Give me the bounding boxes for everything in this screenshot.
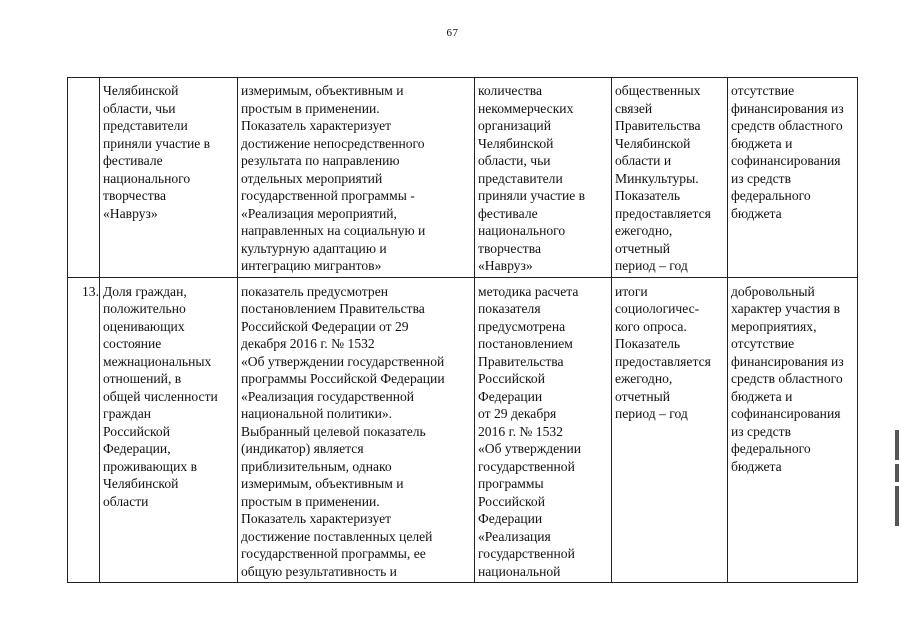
justification-cell: измеримым, объективным и простым в применении. Показатель характеризует достижение непосредственного результата по направлению отдельных мероприятий государственной программы - «Реализация мероприятий, направленных на социальную и культурную адаптацию и интеграцию мигрантов» (238, 78, 475, 278)
row-number-cell: 13. (68, 277, 100, 583)
table-row (68, 277, 858, 583)
risks-cell: добровольный характер участия в мероприятиях, отсутствие финансирования из средств областного бюджета и софинансирования из средств федерального бюджета (728, 277, 858, 583)
justification-cell: показатель предусмотрен постановлением Правительства Российской Федерации от 29 декабря 2016 г. № 1532 «Об утверждении государственной программы Российской Федерации «Реализация государственной национальной политики». Выбранный целевой показатель (индикатор) является приблизительным, однако измеримым, объективным и простым в применении. Показатель характеризует достижение поставленных целей государственной программы, ее общую результативность и (238, 277, 475, 583)
row-number-cell (68, 78, 100, 278)
indicator-name-cell: Доля граждан, положительно оценивающих состояние межнациональных отношений, в общей численности граждан Российской Федерации, проживающих в Челябинской области (100, 277, 238, 583)
table-row (68, 78, 858, 278)
indicators-table (67, 77, 858, 583)
scan-edge-mark (895, 430, 899, 540)
indicator-name-cell: Челябинской области, чьи представители приняли участие в фестивале национального творчества «Навруз» (100, 78, 238, 278)
data-source-cell: общественных связей Правительства Челябинской области и Минкультуры. Показатель предоставляется ежегодно, отчетный период – год (612, 78, 728, 278)
page-number: 67 (446, 27, 459, 39)
data-source-cell: итоги социологичес- кого опроса. Показатель предоставляется ежегодно, отчетный период – год (612, 277, 728, 583)
methodology-cell: методика расчета показателя предусмотрена постановлением Правительства Российской Федерации от 29 декабря 2016 г. № 1532 «Об утверждении государственной программы Российской Федерации «Реализация государственной национальной (475, 277, 612, 583)
risks-cell: отсутствие финансирования из средств областного бюджета и софинансирования из средств федерального бюджета (728, 78, 858, 278)
methodology-cell: количества некоммерческих организаций Челябинской области, чьи представители приняли участие в фестивале национального творчества «Навруз» (475, 78, 612, 278)
